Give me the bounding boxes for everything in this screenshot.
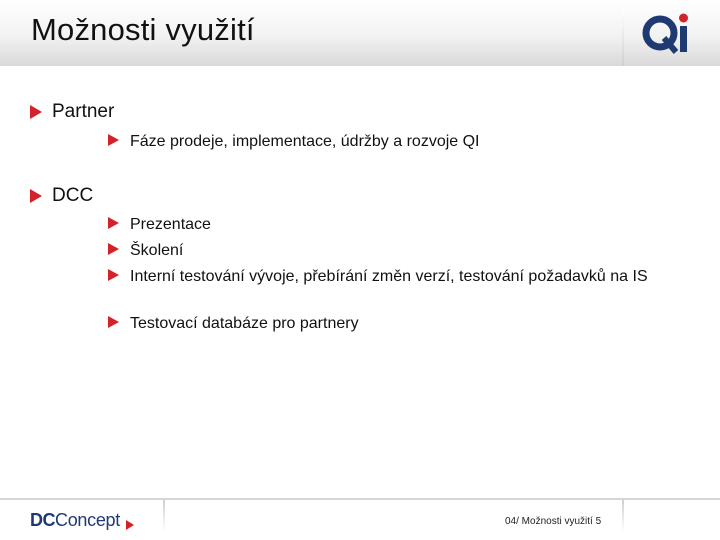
header-divider [622, 10, 624, 66]
footer-divider [622, 500, 624, 532]
sub-bullet [108, 131, 480, 152]
bullet-arrow-icon [30, 189, 42, 203]
sub-bullet-text: Interní testování vývoje, přebírání změn verzí, testování požadavků na IS [130, 268, 648, 285]
sub-bullet-text: Testovací databáze pro partnery [130, 315, 359, 332]
bullet-arrow-icon [108, 134, 119, 146]
page-number: 5 [595, 516, 602, 527]
bullet-arrow-icon [108, 243, 119, 255]
bullet-label: Partner [52, 101, 115, 122]
sub-bullet-text: Školení [130, 242, 184, 259]
bullet-arrow-icon [108, 316, 119, 328]
bullet-label: DCC [52, 185, 94, 206]
brand-bold: DC [30, 510, 55, 530]
sub-bullet-text: Fáze prodeje, implementace, údržby a rozvoje QI [130, 133, 480, 150]
slide-title: Možnosti využití [31, 12, 255, 47]
bullet-arrow-icon [108, 217, 119, 229]
sub-bullet [108, 313, 359, 334]
bullet-dcc [30, 185, 93, 207]
footer-rule [0, 498, 720, 500]
sub-bullet-text: Prezentace [130, 216, 211, 233]
brand-arrow-icon [126, 520, 134, 530]
bullet-arrow-icon [108, 269, 119, 281]
sub-bullet [108, 240, 183, 261]
bullet-partner [30, 101, 114, 123]
qi-logo-icon [642, 10, 696, 56]
dcconcept-logo [30, 510, 134, 531]
footer-divider [163, 500, 165, 532]
footer-page-label [505, 516, 601, 527]
bullet-arrow-icon [30, 105, 42, 119]
brand-rest: Concept [55, 510, 120, 530]
sub-bullet [108, 266, 688, 287]
section-label: 04/ Možnosti využití [505, 516, 593, 527]
sub-bullet [108, 214, 211, 235]
